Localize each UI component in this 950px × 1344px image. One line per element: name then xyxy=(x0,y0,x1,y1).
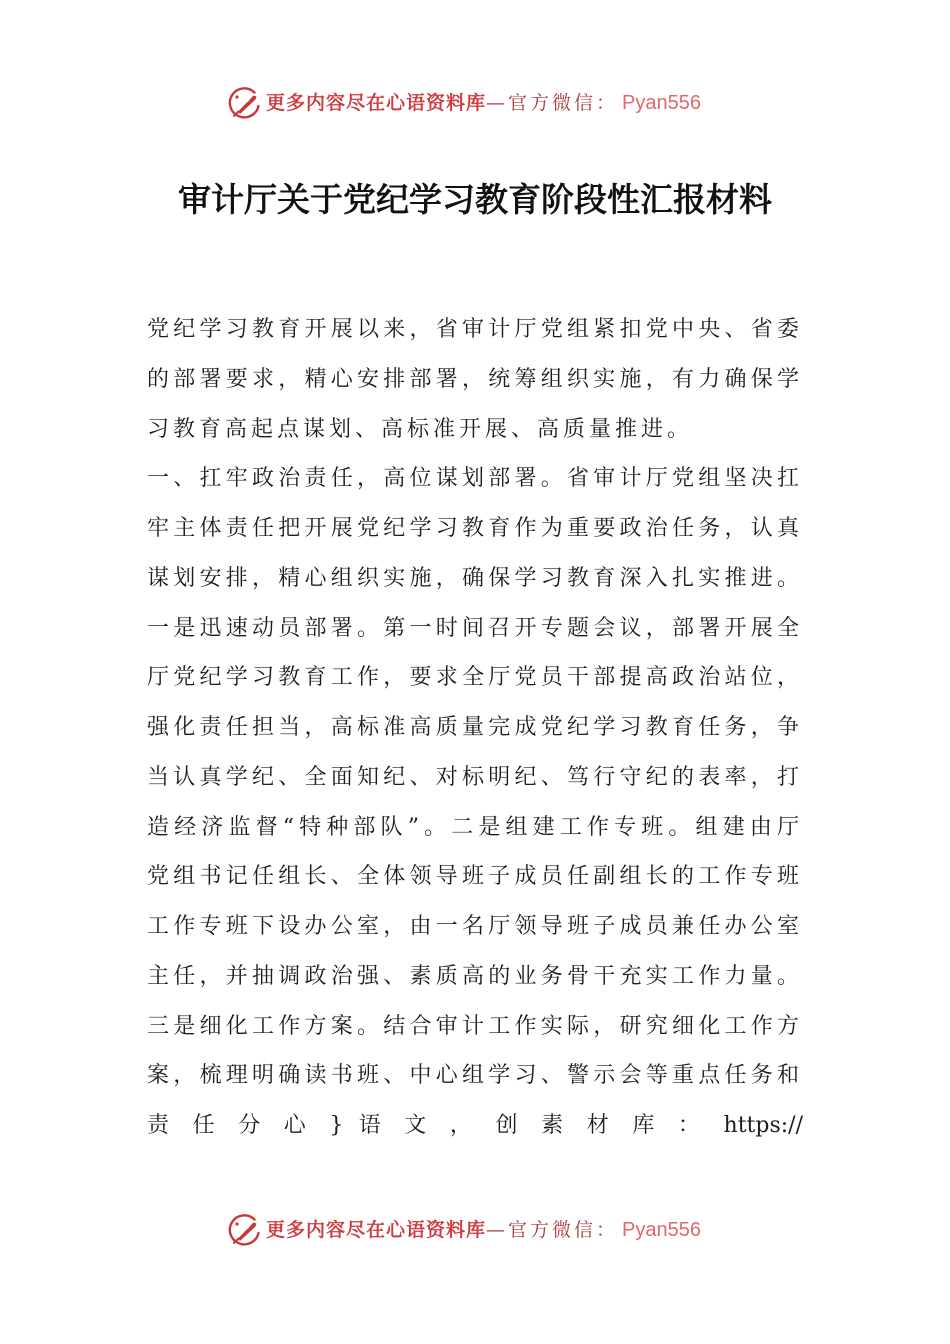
body-line: 厅党纪学习教育工作，要求全厅党员干部提高政治站位， xyxy=(147,665,803,691)
body-line: 一是迅速动员部署。第一时间召开专题会议，部署开展全 xyxy=(147,615,803,641)
watermark-wechat-label: —官方微信： xyxy=(486,1219,619,1241)
body-line: 习教育高起点谋划、高标准开展、高质量推进。 xyxy=(147,416,694,442)
pen-circle-logo-icon xyxy=(228,1213,262,1247)
footer-watermark xyxy=(228,1212,701,1248)
document-body xyxy=(147,305,803,1151)
body-line: 一、扛牢政治责任，高位谋划部署。省审计厅党组坚决扛 xyxy=(147,466,803,492)
header-watermark xyxy=(228,85,701,121)
body-line: 牢主体责任把开展党纪学习教育作为重要政治任务，认真 xyxy=(147,516,803,541)
body-line: 当认真学纪、全面知纪、对标明纪、笃行守纪的表率，打 xyxy=(147,764,803,790)
watermark-brand-text: 更多内容尽在心语资料库 xyxy=(266,92,487,114)
watermark-wechat-id: Pyan556 xyxy=(622,92,701,114)
document-title: 审计厅关于党纪学习教育阶段性汇报材料 xyxy=(178,180,772,219)
body-line: 工作专班下设办公室，由一名厅领导班子成员兼任办公室 xyxy=(147,914,803,939)
body-line: 党组书记任组长、全体领导班子成员任副组长的工作专班 xyxy=(147,864,803,890)
body-line: 造经济监督“特种部队”。二是组建工作专班。组建由厅 xyxy=(147,814,803,840)
pen-circle-logo-icon xyxy=(228,86,262,120)
body-line: 案，梳理明确读书班、中心组学习、警示会等重点任务和 xyxy=(147,1063,803,1089)
body-line: 主任，并抽调政治强、素质高的业务骨干充实工作力量。 xyxy=(147,963,803,989)
body-line: 三是细化工作方案。结合审计工作实际，研究细化工作方 xyxy=(147,1013,803,1039)
body-line: 谋划安排，精心组织实施，确保学习教育深入扎实推进。 xyxy=(147,565,803,591)
body-line: 党纪学习教育开展以来，省审计厅党组紧扣党中央、省委 xyxy=(147,317,803,342)
body-line: 强化责任担当，高标准高质量完成党纪学习教育任务，争 xyxy=(147,715,803,740)
body-line: 的部署要求，精心安排部署，统筹组织实施，有力确保学 xyxy=(147,366,803,392)
watermark-wechat-label: —官方微信： xyxy=(486,92,619,114)
body-line-source: 责 任 分 心 } 语 文 ， 创 素 材 库 ： https:// xyxy=(147,1113,803,1138)
watermark-brand-text: 更多内容尽在心语资料库 xyxy=(266,1219,487,1241)
watermark-wechat-id: Pyan556 xyxy=(622,1219,701,1241)
